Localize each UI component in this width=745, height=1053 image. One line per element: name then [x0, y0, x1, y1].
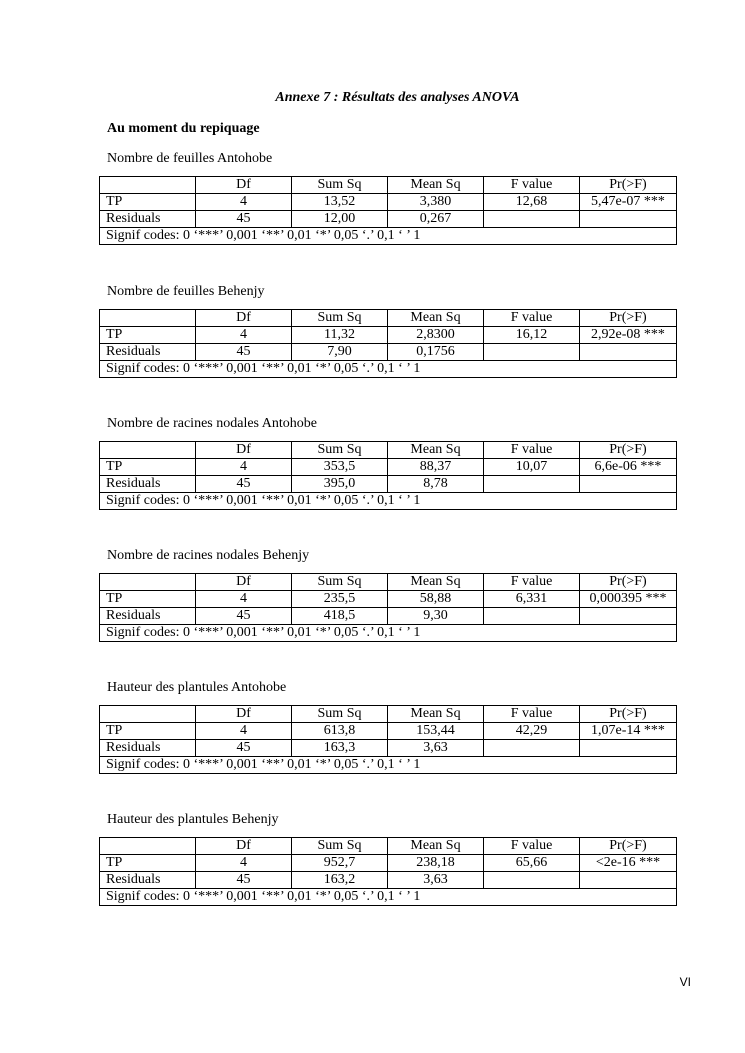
row-label: Residuals [100, 344, 196, 361]
table-row [100, 194, 677, 211]
table-header-row [100, 574, 677, 591]
table-cell: 12,00 [292, 211, 388, 228]
table-cell: 42,29 [484, 723, 580, 740]
column-header: F value [484, 706, 580, 723]
column-header [100, 442, 196, 459]
table-cell: 2,92e-08 *** [580, 327, 677, 344]
table-cell: 3,380 [388, 194, 484, 211]
table-cell: 4 [196, 723, 292, 740]
table-cell: 153,44 [388, 723, 484, 740]
table-cell: 4 [196, 327, 292, 344]
table-cell [484, 211, 580, 228]
section-heading: Au moment du repiquage [107, 121, 260, 136]
table-header-row [100, 442, 677, 459]
table-row [100, 459, 677, 476]
table-cell: 0,000395 *** [580, 591, 677, 608]
table-cell: 10,07 [484, 459, 580, 476]
row-label: TP [100, 459, 196, 476]
column-header: Pr(>F) [580, 442, 677, 459]
column-header: Pr(>F) [580, 574, 677, 591]
signif-codes: Signif codes: 0 ‘***’ 0,001 ‘**’ 0,01 ‘*’ 0,05 ‘.’ 0,1 ‘ ’ 1 [100, 228, 677, 245]
table-cell: 1,07e-14 *** [580, 723, 677, 740]
column-header: Pr(>F) [580, 838, 677, 855]
column-header: Pr(>F) [580, 310, 677, 327]
column-header: Sum Sq [292, 574, 388, 591]
column-header [100, 706, 196, 723]
signif-codes-row [100, 625, 677, 642]
table-cell: 2,8300 [388, 327, 484, 344]
table-cell: 418,5 [292, 608, 388, 625]
table-caption: Nombre de racines nodales Behenjy [107, 548, 310, 563]
table-cell: 163,3 [292, 740, 388, 757]
table-cell [580, 740, 677, 757]
row-label: Residuals [100, 608, 196, 625]
table-cell: 353,5 [292, 459, 388, 476]
signif-codes: Signif codes: 0 ‘***’ 0,001 ‘**’ 0,01 ‘*’ 0,05 ‘.’ 0,1 ‘ ’ 1 [100, 361, 677, 378]
anova-table [99, 441, 677, 510]
table-cell: 9,30 [388, 608, 484, 625]
column-header: Pr(>F) [580, 706, 677, 723]
table-cell: 8,78 [388, 476, 484, 493]
table-cell: 88,37 [388, 459, 484, 476]
table-cell: 395,0 [292, 476, 388, 493]
column-header: Sum Sq [292, 706, 388, 723]
column-header: Df [196, 574, 292, 591]
anova-table [99, 837, 677, 906]
table-cell: 0,267 [388, 211, 484, 228]
column-header: Sum Sq [292, 442, 388, 459]
table-cell: 6,331 [484, 591, 580, 608]
column-header: F value [484, 177, 580, 194]
column-header: Mean Sq [388, 177, 484, 194]
signif-codes-row [100, 361, 677, 378]
table-cell [580, 476, 677, 493]
table-caption: Hauteur des plantules Antohobe [107, 680, 287, 695]
row-label: Residuals [100, 740, 196, 757]
row-label: TP [100, 591, 196, 608]
table-cell [580, 872, 677, 889]
column-header [100, 574, 196, 591]
table-header-row [100, 310, 677, 327]
table-cell: 4 [196, 459, 292, 476]
table-caption: Nombre de racines nodales Antohobe [107, 416, 317, 431]
table-cell: 6,6e-06 *** [580, 459, 677, 476]
column-header [100, 310, 196, 327]
table-header-row [100, 706, 677, 723]
column-header: F value [484, 574, 580, 591]
column-header [100, 838, 196, 855]
column-header: F value [484, 838, 580, 855]
table-cell: 65,66 [484, 855, 580, 872]
column-header: Mean Sq [388, 310, 484, 327]
table-cell: 58,88 [388, 591, 484, 608]
table-row [100, 723, 677, 740]
table-cell [484, 608, 580, 625]
anova-table [99, 573, 677, 642]
column-header: Mean Sq [388, 838, 484, 855]
table-cell: 45 [196, 344, 292, 361]
anova-table [99, 309, 677, 378]
table-row [100, 872, 677, 889]
signif-codes-row [100, 493, 677, 510]
table-row [100, 740, 677, 757]
column-header: Sum Sq [292, 310, 388, 327]
table-cell [484, 344, 580, 361]
column-header: Mean Sq [388, 442, 484, 459]
table-cell: 5,47e-07 *** [580, 194, 677, 211]
column-header: Df [196, 442, 292, 459]
table-cell: 3,63 [388, 872, 484, 889]
row-label: TP [100, 855, 196, 872]
signif-codes-row [100, 757, 677, 774]
table-cell: 45 [196, 211, 292, 228]
table-cell [484, 740, 580, 757]
row-label: Residuals [100, 872, 196, 889]
table-cell: 45 [196, 476, 292, 493]
table-row [100, 591, 677, 608]
table-cell: 238,18 [388, 855, 484, 872]
table-cell: 45 [196, 740, 292, 757]
row-label: Residuals [100, 211, 196, 228]
table-cell: 7,90 [292, 344, 388, 361]
table-cell: 45 [196, 608, 292, 625]
table-caption: Nombre de feuilles Antohobe [107, 151, 273, 166]
anova-table [99, 176, 677, 245]
signif-codes: Signif codes: 0 ‘***’ 0,001 ‘**’ 0,01 ‘*’ 0,05 ‘.’ 0,1 ‘ ’ 1 [100, 493, 677, 510]
column-header: Df [196, 838, 292, 855]
table-cell [580, 211, 677, 228]
table-cell [484, 872, 580, 889]
page-number: VI [679, 975, 691, 989]
table-cell: 13,52 [292, 194, 388, 211]
column-header: F value [484, 442, 580, 459]
anova-table [99, 705, 677, 774]
table-cell: 12,68 [484, 194, 580, 211]
column-header: Df [196, 310, 292, 327]
row-label: Residuals [100, 476, 196, 493]
signif-codes: Signif codes: 0 ‘***’ 0,001 ‘**’ 0,01 ‘*’ 0,05 ‘.’ 0,1 ‘ ’ 1 [100, 757, 677, 774]
row-label: TP [100, 327, 196, 344]
table-row [100, 211, 677, 228]
table-cell: 4 [196, 591, 292, 608]
column-header: Pr(>F) [580, 177, 677, 194]
page-title: Annexe 7 : Résultats des analyses ANOVA [275, 90, 520, 105]
table-cell [580, 608, 677, 625]
table-row [100, 327, 677, 344]
table-caption: Nombre de feuilles Behenjy [107, 284, 265, 299]
table-header-row [100, 177, 677, 194]
table-header-row [100, 838, 677, 855]
table-cell [580, 344, 677, 361]
table-cell: 613,8 [292, 723, 388, 740]
column-header: Df [196, 177, 292, 194]
table-cell: 45 [196, 872, 292, 889]
column-header: Mean Sq [388, 706, 484, 723]
row-label: TP [100, 723, 196, 740]
row-label: TP [100, 194, 196, 211]
column-header [100, 177, 196, 194]
column-header: Sum Sq [292, 177, 388, 194]
column-header: Sum Sq [292, 838, 388, 855]
table-row [100, 476, 677, 493]
column-header: Df [196, 706, 292, 723]
column-header: F value [484, 310, 580, 327]
table-cell: 3,63 [388, 740, 484, 757]
table-row [100, 608, 677, 625]
signif-codes: Signif codes: 0 ‘***’ 0,001 ‘**’ 0,01 ‘*’ 0,05 ‘.’ 0,1 ‘ ’ 1 [100, 889, 677, 906]
signif-codes: Signif codes: 0 ‘***’ 0,001 ‘**’ 0,01 ‘*’ 0,05 ‘.’ 0,1 ‘ ’ 1 [100, 625, 677, 642]
table-cell: 4 [196, 194, 292, 211]
table-caption: Hauteur des plantules Behenjy [107, 812, 279, 827]
column-header: Mean Sq [388, 574, 484, 591]
table-cell: 163,2 [292, 872, 388, 889]
signif-codes-row [100, 889, 677, 906]
table-cell: 16,12 [484, 327, 580, 344]
table-cell: 952,7 [292, 855, 388, 872]
signif-codes-row [100, 228, 677, 245]
table-row [100, 855, 677, 872]
table-cell: 0,1756 [388, 344, 484, 361]
table-cell: 235,5 [292, 591, 388, 608]
table-cell: <2e-16 *** [580, 855, 677, 872]
table-cell: 4 [196, 855, 292, 872]
table-row [100, 344, 677, 361]
table-cell: 11,32 [292, 327, 388, 344]
table-cell [484, 476, 580, 493]
